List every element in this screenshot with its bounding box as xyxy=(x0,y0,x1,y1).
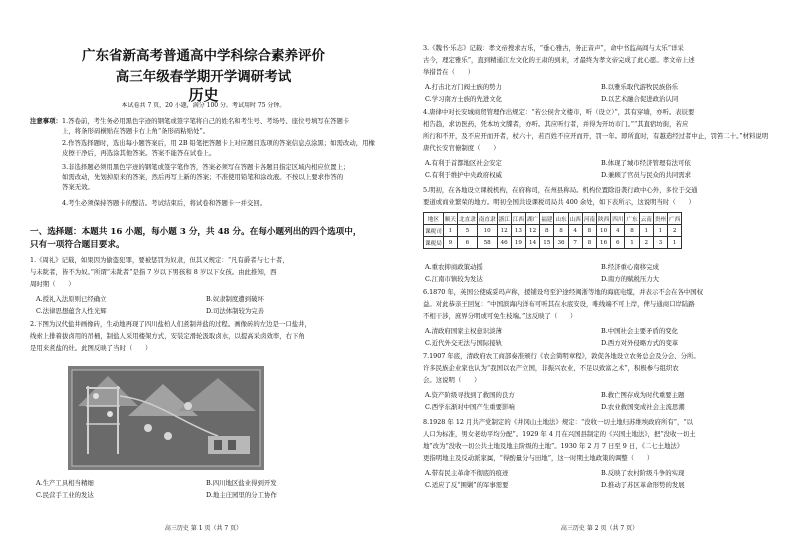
q6-option-a[interactable]: A.清政府国家主权意识淡薄 xyxy=(425,327,502,335)
note-line: 如需改动，先划掉原来的答案，然后再写上新的答案；不准使用铅笔和涂改液。不按以上要求作答的 xyxy=(62,173,344,181)
q4-option-b[interactable]: B.体现了城市经济管理有法可依 xyxy=(601,159,691,167)
page-2-footer: 高三历史 第 2 页（共 7 页） xyxy=(560,525,639,532)
exam-title-line1: 广东省新高考普通高中学科综合素养评价 xyxy=(82,48,325,64)
table-cell: 10 xyxy=(597,225,611,237)
q1-option-b[interactable]: B.奴隶制度遭到破坏 xyxy=(206,295,264,303)
q5-option-a[interactable]: A.重农抑商政策动摇 xyxy=(425,263,483,271)
table-cell: 8 xyxy=(625,225,639,237)
question-4-line: 唐代长安官僚制度（ ） xyxy=(423,144,500,152)
q1-option-c[interactable]: C.法律思想蕴含人性光辉 xyxy=(36,307,107,315)
question-6-line: 益。对此恭亲王回复：“中国滨海内洋布可听其在水底安设，唯线端不可上岸，俾与通商口岸陆路 xyxy=(423,300,695,308)
table-cell: 3 xyxy=(653,237,667,249)
table-header-cell: 陕西 xyxy=(597,213,611,225)
table-header-cell: 山东 xyxy=(554,213,568,225)
salt-well-brick-image xyxy=(68,366,264,470)
table-cell: 6 xyxy=(611,237,625,249)
table-header-row xyxy=(424,213,682,225)
table-cell: 36 xyxy=(554,237,568,249)
table-header-cell: 广西 xyxy=(668,213,682,225)
table-header-cell: 贵州 xyxy=(653,213,667,225)
note-line: 3.非选择题必须用黑色字迹的钢笔或签字笔作答，答案必须写在答题卡各题目指定区域内相应位置上； xyxy=(62,163,350,171)
page-1-footer: 高三历史 第 1 页（共 7 页） xyxy=(164,525,243,532)
q4-option-c[interactable]: C.有利于维护中央政府权威 xyxy=(425,171,502,179)
table-cell: 6 xyxy=(458,237,478,249)
question-3-line: 古今，理定雅乐”，直到精通江左文化的王肃的到来，才最终为孝文帝完成了此心愿。孝文帝上述 xyxy=(423,56,695,64)
question-8-line: 更指明地主及反动派家属，“得酌量分与田地”，这一时期土地政策的调整（ ） xyxy=(423,454,654,462)
table-cell: 1 xyxy=(653,225,667,237)
table-cell: 19 xyxy=(511,237,525,249)
table-cell: 1 xyxy=(625,237,639,249)
table-header-cell: 江西 xyxy=(511,213,525,225)
page-2-column xyxy=(423,0,776,550)
question-4-line: 相告趋，求访医药，凭本坊文牒者，亦听。其应听行者，并得为开坊市门。”“其直宿坊街，若应 xyxy=(423,120,689,128)
q4-option-a[interactable]: A.有利于首都地区社会安定 xyxy=(425,159,502,167)
table-cell: 5 xyxy=(458,225,478,237)
q8-option-d[interactable]: D.推动了苏区革命形势的发展 xyxy=(601,481,685,489)
notes-label: 注意事项： xyxy=(30,117,62,125)
q2-option-d[interactable]: D.地主庄园里的分工协作 xyxy=(206,491,277,499)
q2-option-a[interactable]: A.生产工具相当精细 xyxy=(36,479,94,487)
q7-option-b[interactable]: B.救亡图存成为时代重要主题 xyxy=(601,391,685,399)
table-cell: 课税司 xyxy=(424,225,444,237)
question-7-line: 许多民族企业家也认为“我国以农产立国，非振兴农业，不足以致富之术”，积极参与组织农 xyxy=(423,364,679,372)
table-cell: 58 xyxy=(477,237,497,249)
question-4-line: 所行和不开，及不应开而开者，杖六十，若百姓不应开而开，罚一年。即所直时，有越造经过者中止，罚笞二十。”材料说明 xyxy=(423,132,769,140)
note-line: 皮擦干净后，再选涂其他答案。答案不能答在试卷上。 xyxy=(62,149,216,157)
q3-option-d[interactable]: D.以艺术融合促进政治认同 xyxy=(601,95,679,103)
question-8-line: 人口为标准，男女老幼平均分配”。1929 年 4 月在兴国县制定的《兴国土地法》，把“没收一切土 xyxy=(423,430,696,438)
question-4-line: 4.唐律中对长安城商贸管理作出规定：“若公侯舍文楼市，听（设立）”，其有穿墙，亦听。表辰要 xyxy=(423,108,695,116)
q3-option-c[interactable]: C.学习南方士族的先进文化 xyxy=(425,95,502,103)
exam-title-line2: 高三年级春学期开学调研考试 xyxy=(115,69,292,85)
exam-info: 本试卷共 7 页，20 小题，满分 100 分。考试用时 75 分钟。 xyxy=(121,102,286,109)
table-cell: 2 xyxy=(639,237,653,249)
question-8-line: 地”改为“没收一切公共土地及地主阶级的土地”。1930 年 2 月 7 日至 9 日，《二七土地法》 xyxy=(423,442,684,450)
question-8-line: 8.1928 年 12 月共产党制定的《井冈山土地法》规定：“没收一切土地归苏维埃政府所有”，“以 xyxy=(423,418,694,426)
table-cell: 14 xyxy=(526,237,540,249)
note-line: 4.考生必须保持答题卡的整洁。考试结束后，将试卷和答题卡一并交回。 xyxy=(62,199,267,207)
table-header-cell: 湖广 xyxy=(526,213,540,225)
q2-option-b[interactable]: B.四川地区盐业得到开发 xyxy=(206,479,277,487)
table-cell: 16 xyxy=(597,237,611,249)
table-cell: 8 xyxy=(582,237,596,249)
section-title: 一、选择题：本题共 16 小题，每小题 3 分，共 48 分。在每小题列出的四个选项中， xyxy=(30,227,362,237)
question-5-line: 要道或商业繁荣的地方。明初全国共设课税司局共 400 余处，如下表所示，这说明当时（ ） xyxy=(423,198,695,206)
q7-option-c[interactable]: C.西学东渐对中国产生重要影响 xyxy=(425,403,515,411)
question-1-line: 周时期（ ） xyxy=(30,280,75,288)
question-5-line: 5.明初，在各地设立课税机构，在府称司，在州县称局。机构位置除沿袭行政中心外，多位于交通 xyxy=(423,186,698,194)
question-7-line: 会。这说明（ ） xyxy=(423,376,481,384)
question-6-line: 不相干涉，庶界分明或可免生枝端。”这反映了（ ） xyxy=(423,312,577,320)
section-title-line2: 只有一项符合题目要求。 xyxy=(30,240,125,250)
question-2-line: 2.下图为汉代盐井画像砖，生动地再现了四川盐柏人们煮制井盐的过程。画像砖的左边是一口盐井， xyxy=(30,320,311,328)
table-cell: 12 xyxy=(497,225,511,237)
q3-option-a[interactable]: A.打击北方门阀士族的势力 xyxy=(425,83,502,91)
table-header-cell: 顺天 xyxy=(443,213,457,225)
table-cell: 2 xyxy=(668,225,682,237)
question-6-line: 6.1870 年，英国公使威妥玛声称，援铺设弯至沪途经闽浙等地的海底电缆，并表示不会在各中国权 xyxy=(423,288,704,296)
question-1-line: 与未龀者，皆不为奴。”所谓“未龀者”是指 7 岁以下男孩和 8 岁以下女孩。由此推知，西 xyxy=(30,268,277,276)
question-2-line: 线索上排着拔卤用的吊桶，制盐人采用楼架方式，安装定滑轮汲取卤水，以提高采卤效率，右下角 xyxy=(30,332,305,340)
table-cell: 13 xyxy=(511,225,525,237)
q5-option-d[interactable]: D.南方的赋税压力大 xyxy=(601,275,660,283)
table-header-cell: 地区 xyxy=(424,213,444,225)
q4-option-d[interactable]: D.兼顾了官员与民众的共同需求 xyxy=(601,171,692,179)
q7-option-d[interactable]: D.农业救国变成社会主流思潮 xyxy=(601,403,685,411)
q5-option-c[interactable]: C.江南市镇较为发达 xyxy=(425,275,483,283)
table-header-cell: 南直隶 xyxy=(477,213,497,225)
table-cell: 12 xyxy=(526,225,540,237)
q7-option-a[interactable]: A.资产阶级寻找到了救国的良方 xyxy=(425,391,515,399)
table-header-cell: 山西 xyxy=(568,213,582,225)
table-row xyxy=(424,237,682,249)
tax-office-table xyxy=(423,212,682,249)
table-cell: 46 xyxy=(497,237,511,249)
table-cell: 9 xyxy=(443,237,457,249)
table-cell: 7 xyxy=(568,237,582,249)
question-2-line: 是用来煮盐的灶。此图反映了当时（ ） xyxy=(30,344,152,352)
table-cell: 8 xyxy=(582,225,596,237)
note-line: 答案无效。 xyxy=(62,183,94,191)
table-cell: 8 xyxy=(554,225,568,237)
q6-option-c[interactable]: C.近代外交无法与国际接轨 xyxy=(425,339,502,347)
question-1-line: 1.《周礼》记载，如果因为偷盗犯罪，要被惩罚为奴隶，但其又规定：“凡有爵者与七十者， xyxy=(30,256,289,264)
table-header-cell: 广东 xyxy=(625,213,639,225)
table-row xyxy=(424,225,682,237)
table-header-cell: 云南 xyxy=(639,213,653,225)
table-cell: 10 xyxy=(477,225,497,237)
page-1-column xyxy=(30,0,377,550)
table-cell: 4 xyxy=(568,225,582,237)
q5-option-b[interactable]: B.经济重心南移完成 xyxy=(601,263,659,271)
table-cell: 15 xyxy=(540,237,554,249)
q3-option-b[interactable]: B.以雅乐取代游牧民族俗乐 xyxy=(601,83,679,91)
note-line: 上，将条形码横贴在答题卡右上角“条形码粘贴处”。 xyxy=(62,127,210,135)
table-header-cell: 河南 xyxy=(582,213,596,225)
table-cell: 1 xyxy=(639,225,653,237)
q6-option-d[interactable]: D.西方对外侵略方式的变革 xyxy=(601,339,679,347)
q8-option-b[interactable]: B.反映了农村阶级斗争的实现 xyxy=(601,469,685,477)
table-header-cell: 四川 xyxy=(611,213,625,225)
q6-option-b[interactable]: B.中国社会主要矛盾的变化 xyxy=(601,327,679,335)
table-cell: 1 xyxy=(443,225,457,237)
table-cell: 课税局 xyxy=(424,237,444,249)
q8-option-a[interactable]: A.带有民主革命不彻底的痕迹 xyxy=(425,469,509,477)
table-header-cell: 浙江 xyxy=(497,213,511,225)
question-3-line: 3.《魏书·乐志》记载：孝文帝搜求古乐，“垂心雅古，务正音声”，命中书监高闾与太乐“详采 xyxy=(423,44,684,52)
table-cell: 8 xyxy=(540,225,554,237)
table-header-cell: 福建 xyxy=(540,213,554,225)
note-line: 2.作答选择题时，选出每小题答案后，用 2B 铅笔把答题卡上对应题目选项的答案信息点涂黑；如需改动，用橡 xyxy=(62,139,375,147)
table-cell: 4 xyxy=(611,225,625,237)
q8-option-c[interactable]: C.适应了反“围剿”的军事需要 xyxy=(425,481,509,489)
q2-option-c[interactable]: C.民营手工业的发达 xyxy=(36,491,94,499)
subject-title: 历史 xyxy=(188,86,219,104)
q1-option-a[interactable]: A.授礼入法原则已经确立 xyxy=(36,295,107,303)
exam-page-2 xyxy=(397,0,794,550)
table-cell: 1 xyxy=(668,237,682,249)
q1-option-d[interactable]: D.司法体制较为完善 xyxy=(206,307,265,315)
table-header-cell: 北直隶 xyxy=(458,213,478,225)
question-3-line: 举措旨在（ ） xyxy=(423,68,475,76)
question-7-line: 7.1907 年底，清政府农工商部奏准颁行《农会简明章程》，敦促各地设立农务总会及分会、分所。 xyxy=(423,352,700,360)
note-line: 1.答卷前，考生务必用黑色字迹的钢笔或签字笔将自己的姓名和考生号、考场号、座位号填写在答题卡 xyxy=(62,117,350,125)
